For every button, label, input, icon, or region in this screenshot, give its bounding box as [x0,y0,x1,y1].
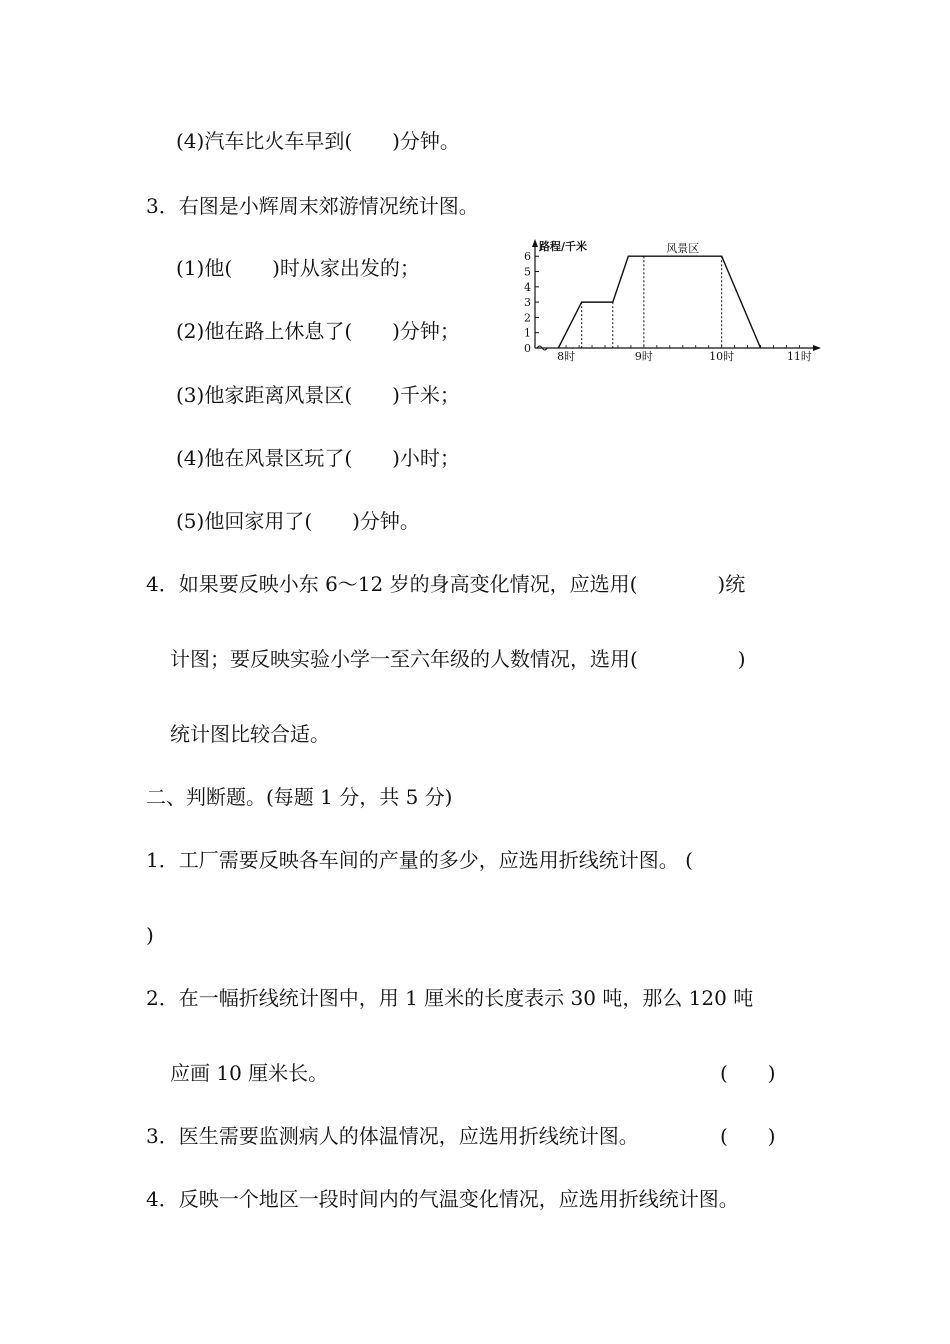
q4-line3: 统计图比较合适。 [170,722,330,746]
q3-4-text: (4)他在风景区玩了( )小时； [176,446,460,470]
y-tick-label-3: 3 [524,296,531,310]
y-tick-label-6: 6 [524,250,531,264]
q3-1-text: (1)他( )时从家出发的； [176,256,420,280]
y-tick-label-2: 2 [524,311,531,325]
x-tick-label-11: 11时 [786,350,812,363]
x-tick-label-10: 10时 [709,350,735,363]
q4-line1: 4．如果要反映小东 6～12 岁的身高变化情况，应选用( )统 [146,572,746,596]
q3-5-text: (5)他回家用了( )分钟。 [176,509,420,533]
j1-line2: ) [146,923,154,947]
x-tick-label-9: 9时 [634,350,653,363]
j4-text: 4．反映一个地区一段时间内的气温变化情况，应选用折线统计图。 [146,1187,739,1211]
annotation-scenic-area: 风景区 [666,242,700,256]
q3-3-text: (3)他家距离风景区( )千米； [176,383,460,407]
section2-heading: 二、判断题。(每题 1 分，共 5 分) [146,785,453,809]
y-axis-arrow [532,239,538,247]
q3-2-text: (2)他在路上休息了( )分钟； [176,319,460,343]
j3-answer-blank: ( ) [720,1124,776,1148]
series-line [558,256,760,348]
j2-line2: 应画 10 厘米长。 [170,1061,329,1085]
q1-4-text: (4)汽车比火车早到( )分钟。 [176,129,460,153]
y-tick-label-1: 1 [524,326,531,340]
j2-answer-blank: ( ) [720,1061,776,1085]
y-tick-label-5: 5 [524,265,531,279]
j1-line1: 1．工厂需要反映各车间的产量的多少，应选用折线统计图。 ( [146,848,693,872]
x-axis-arrow [813,345,821,351]
j3-text: 3．医生需要监测病人的体温情况，应选用折线统计图。 [146,1124,639,1148]
y-tick-label-4: 4 [524,280,531,294]
j2-line1: 2．在一幅折线统计图中，用 1 厘米的长度表示 30 吨，那么 120 吨 [146,986,754,1010]
travel-line-chart [518,236,828,366]
x-tick-label-8: 8时 [557,350,576,363]
y-axis-title: 路程/千米 [539,240,588,253]
q4-line2: 计图；要反映实验小学一至六年级的人数情况，选用( ) [170,647,746,671]
y-tick-label-0: 0 [524,342,531,355]
q3-stem: 3．右图是小辉周末郊游情况统计图。 [146,194,479,218]
